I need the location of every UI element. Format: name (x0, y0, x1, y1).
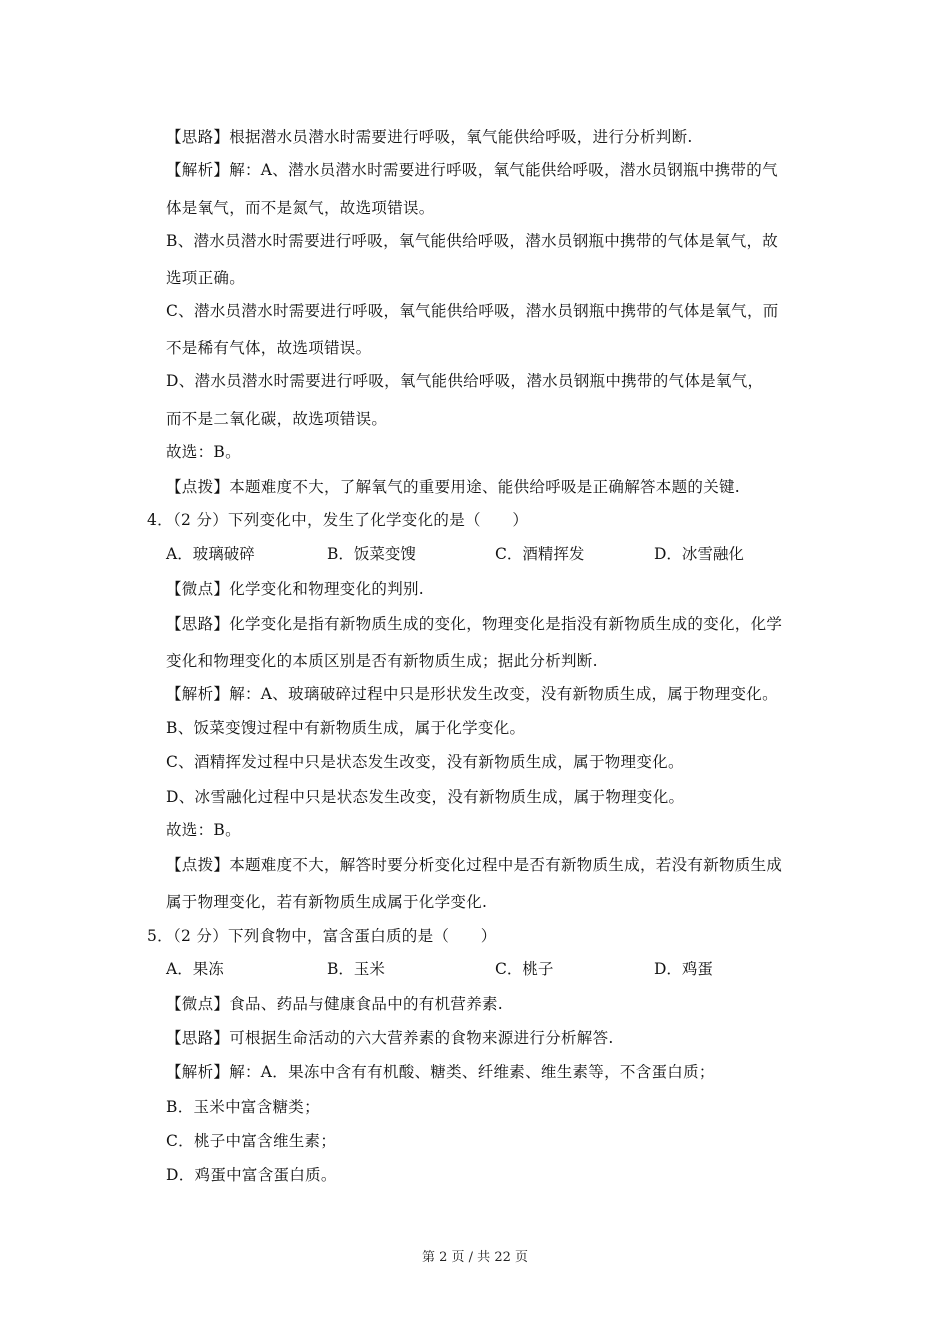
q4-answer: 故选：B。 (166, 821, 241, 839)
page-footer: 第 2 页 / 共 22 页 (422, 1250, 528, 1265)
q4-c: C、酒精挥发过程中只是状态发生改变，没有新物质生成，属于物理变化。 (166, 753, 684, 771)
q5-b: B．玉米中富含糖类； (166, 1098, 320, 1116)
q4-stem: 4．（2 分）下列变化中，发生了化学变化的是（ ） (147, 511, 529, 529)
q3-c-line1: C、潜水员潜水时需要进行呼吸，氧气能供给呼吸，潜水员钢瓶中携带的气体是氧气，而 (166, 302, 779, 320)
q3-c-line2: 不是稀有气体，故选项错误。 (166, 339, 372, 357)
q5-jiexi: 【解析】解：A．果冻中含有有机酸、糖类、纤维素、维生素等，不含蛋白质； (166, 1063, 715, 1081)
q4-silu-line1: 【思路】化学变化是指有新物质生成的变化，物理变化是指没有新物质生成的变化，化学 (166, 615, 783, 633)
q3-d-line1: D、潜水员潜水时需要进行呼吸，氧气能供给呼吸，潜水员钢瓶中携带的气体是氧气， (166, 372, 764, 390)
q3-d-line2: 而不是二氧化碳，故选项错误。 (166, 410, 388, 428)
q5-option-c: C．桃子 (495, 960, 554, 978)
q4-jiexi: 【解析】解：A、玻璃破碎过程中只是形状发生改变，没有新物质生成，属于物理变化。 (166, 685, 778, 703)
q3-jiexi-line2: 体是氧气，而不是氮气，故选项错误。 (166, 199, 435, 217)
q3-b-line2: 选项正确。 (166, 269, 246, 287)
q4-b: B、饭菜变馊过程中有新物质生成，属于化学变化。 (166, 719, 526, 737)
q5-option-b: B．玉米 (327, 960, 385, 978)
q4-dianbo-line1: 【点拨】本题难度不大，解答时要分析变化过程中是否有新物质生成，若没有新物质生成 (166, 856, 783, 874)
q3-b-line1: B、潜水员潜水时需要进行呼吸，氧气能供给呼吸，潜水员钢瓶中携带的气体是氧气，故 (166, 232, 779, 250)
q5-stem: 5．（2 分）下列食物中，富含蛋白质的是（ ） (147, 927, 497, 945)
q4-option-c: C．酒精挥发 (495, 545, 585, 563)
q3-jiexi-line1: 【解析】解：A、潜水员潜水时需要进行呼吸，氧气能供给呼吸，潜水员钢瓶中携带的气 (166, 161, 778, 179)
q5-option-d: D．鸡蛋 (654, 960, 713, 978)
q4-dianbo-line2: 属于物理变化，若有新物质生成属于化学变化. (166, 893, 488, 911)
q4-d: D、冰雪融化过程中只是状态发生改变，没有新物质生成，属于物理变化。 (166, 788, 685, 806)
q5-d: D．鸡蛋中富含蛋白质。 (166, 1166, 337, 1184)
q5-option-a: A．果冻 (166, 960, 224, 978)
q3-silu: 【思路】根据潜水员潜水时需要进行呼吸，氧气能供给呼吸，进行分析判断. (166, 128, 693, 146)
q5-silu: 【思路】可根据生命活动的六大营养素的食物来源进行分析解答. (166, 1029, 614, 1047)
q5-weidian: 【微点】食品、药品与健康食品中的有机营养素. (166, 995, 504, 1013)
q4-silu-line2: 变化和物理变化的本质区别是否有新物质生成；据此分析判断. (166, 652, 598, 670)
q4-option-d: D．冰雪融化 (654, 545, 744, 563)
q4-option-a: A．玻璃破碎 (166, 545, 255, 563)
q3-dianbo: 【点拨】本题难度不大，了解氧气的重要用途、能供给呼吸是正确解答本题的关键. (166, 478, 741, 496)
q5-c: C．桃子中富含维生素； (166, 1132, 337, 1150)
q3-answer: 故选：B。 (166, 443, 241, 461)
q4-option-b: B．饭菜变馊 (327, 545, 416, 563)
q4-weidian: 【微点】化学变化和物理变化的判别. (166, 580, 425, 598)
